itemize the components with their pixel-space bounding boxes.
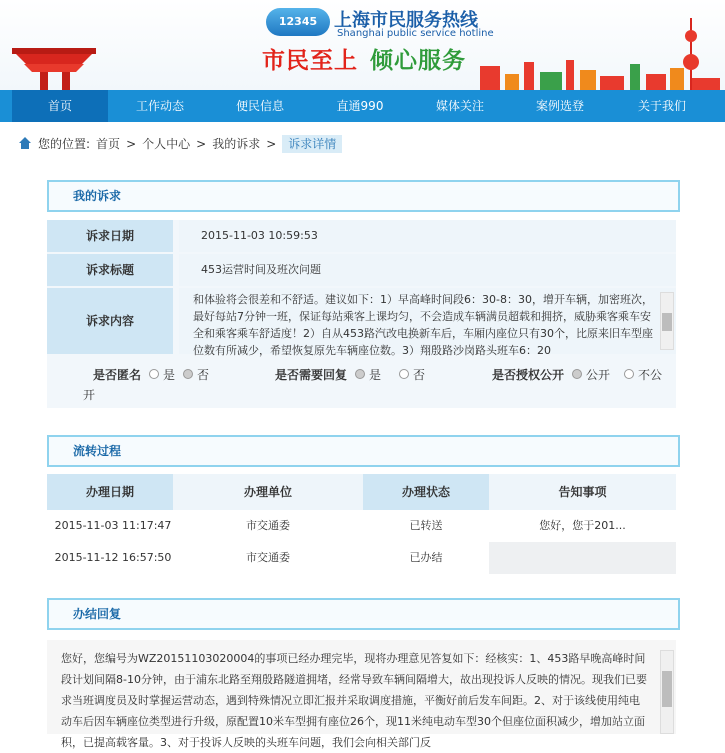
anonymous-yes-radio[interactable] <box>149 369 159 379</box>
result-scrollbar[interactable] <box>660 650 674 734</box>
nav-about[interactable]: 关于我们 <box>637 99 686 113</box>
breadcrumb-prefix: 您的位置: <box>38 137 91 151</box>
china-pavilion-icon <box>6 34 102 90</box>
anonymous-option: 是否匿名 是 否 <box>93 368 210 382</box>
home-icon <box>18 136 32 150</box>
row-notice[interactable]: 您好，您于201... <box>539 519 626 532</box>
date-value: 2015-11-03 10:59:53 <box>179 220 676 252</box>
nav-media[interactable]: 媒体关注 <box>435 99 484 113</box>
row-unit: 市交通委 <box>246 519 290 532</box>
slogan-part-2: 倾心服务 <box>370 48 466 74</box>
public-no-radio[interactable] <box>624 369 634 379</box>
table-row <box>47 510 676 542</box>
need-reply-option: 是否需要回复 是 否 <box>275 368 426 382</box>
need-reply-label: 是否需要回复 <box>275 368 348 382</box>
content-text: 和体验将会很差和不舒适。建议如下：1）早高峰时间段6：30-8：30，增开车辆，加密班次，最好每站7分钟一班，保证每站乘客上课均匀，不会造成车辆满员超载和拥挤，威胁乘客乘车安全和乘客乘车舒适度！2）自从453路汽改电换新车后，车厢内座位只有30个，比原来旧车型座位数有所减少，希望恢复原先车辆座位数。3）翔殷路沙岗路头班车6：20 <box>193 293 653 357</box>
date-row <box>47 220 676 252</box>
public-label: 是否授权公开 <box>492 368 565 382</box>
col-notice: 告知事项 <box>489 474 676 510</box>
section-title: 我的诉求 <box>73 189 122 203</box>
content-row <box>47 288 676 357</box>
content-label: 诉求内容 <box>47 288 173 354</box>
col-date: 办理日期 <box>85 485 134 499</box>
site-title-cn: 上海市民服务热线 <box>334 10 478 31</box>
breadcrumb-personal-center[interactable]: 个人中心 <box>142 137 191 151</box>
result-reply-text: 您好，您编号为WZ20151103020004的事项已经办理完毕，现将办理意见答复如下：经核实：1、453路早晚高峰时间段计划间隔8-10分钟，由于浦东北路至翔殷路隧道拥堵，经常导致车辆间隔增大，故出现投诉人反映的情况。现我们已要求当班调度员及时掌握运营动态，遇到特殊情况立即汇报并采取调度措施，平衡好前后发车间距。2、对于该线使用纯电动车后因车辆座位类型进行升级，原配置10米车型拥有座位26个，现11米纯电动车型30个但座位面积减少，增加站立面积，已提高载客量。3、对于投诉人反映的头班车问题，我们会向相关部门反 <box>61 652 647 749</box>
content-scrollbar[interactable] <box>660 292 674 350</box>
subject-value: 453运营时间及班次问题 <box>179 254 676 286</box>
nav-home[interactable]: 首页 <box>12 90 108 122</box>
subject-label: 诉求标题 <box>47 254 173 286</box>
breadcrumb-my-complaints[interactable]: 我的诉求 <box>212 137 261 151</box>
slogan-part-1: 市民至上 <box>262 48 358 74</box>
need-reply-yes-radio[interactable] <box>355 369 365 379</box>
result-reply-box[interactable] <box>47 640 676 749</box>
complaint-detail-table <box>47 220 676 408</box>
row-status: 已办结 <box>409 551 443 564</box>
breadcrumb-home[interactable]: 首页 <box>96 137 121 151</box>
row-status: 已转送 <box>409 519 443 532</box>
subject-row <box>47 254 676 286</box>
nav-news[interactable]: 工作动态 <box>135 99 184 113</box>
row-date: 2015-11-03 11:17:47 <box>54 519 172 532</box>
content-box[interactable] <box>179 288 676 357</box>
section-title: 流转过程 <box>73 444 122 458</box>
row-unit: 市交通委 <box>246 551 290 564</box>
breadcrumb-current: 诉求详情 <box>282 135 342 153</box>
my-complaint-header <box>47 180 680 212</box>
public-no-wrap: 开 <box>83 388 96 402</box>
breadcrumb: 您的位置: 首页 > 个人中心 > 我的诉求 > 诉求详情 <box>18 134 348 154</box>
nav-direct-990[interactable]: 直通990 <box>336 99 384 113</box>
date-label: 诉求日期 <box>47 220 173 252</box>
slogan <box>262 42 466 75</box>
nav-convenience[interactable]: 便民信息 <box>235 99 284 113</box>
row-notice[interactable] <box>489 542 676 574</box>
main-nav <box>0 90 725 122</box>
nav-cases[interactable]: 案例选登 <box>535 99 584 113</box>
col-status: 办理状态 <box>401 485 450 499</box>
hotline-logo-badge: 12345 <box>266 8 330 36</box>
result-header <box>47 598 680 630</box>
table-row <box>47 542 676 574</box>
public-option: 是否授权公开 公开 不公 <box>492 368 663 382</box>
process-header <box>47 435 680 467</box>
process-table-header <box>47 474 676 510</box>
options-row <box>47 360 676 408</box>
row-date: 2015-11-12 16:57:50 <box>54 551 172 564</box>
pearl-tower-icon <box>678 18 704 90</box>
site-header <box>0 0 725 90</box>
section-title: 办结回复 <box>73 607 122 621</box>
col-unit: 办理单位 <box>173 474 363 510</box>
anonymous-label: 是否匿名 <box>93 368 142 382</box>
site-title-en: Shanghai public service hotline <box>337 28 494 39</box>
need-reply-no-radio[interactable] <box>399 369 409 379</box>
public-yes-radio[interactable] <box>572 369 582 379</box>
anonymous-no-radio[interactable] <box>183 369 193 379</box>
